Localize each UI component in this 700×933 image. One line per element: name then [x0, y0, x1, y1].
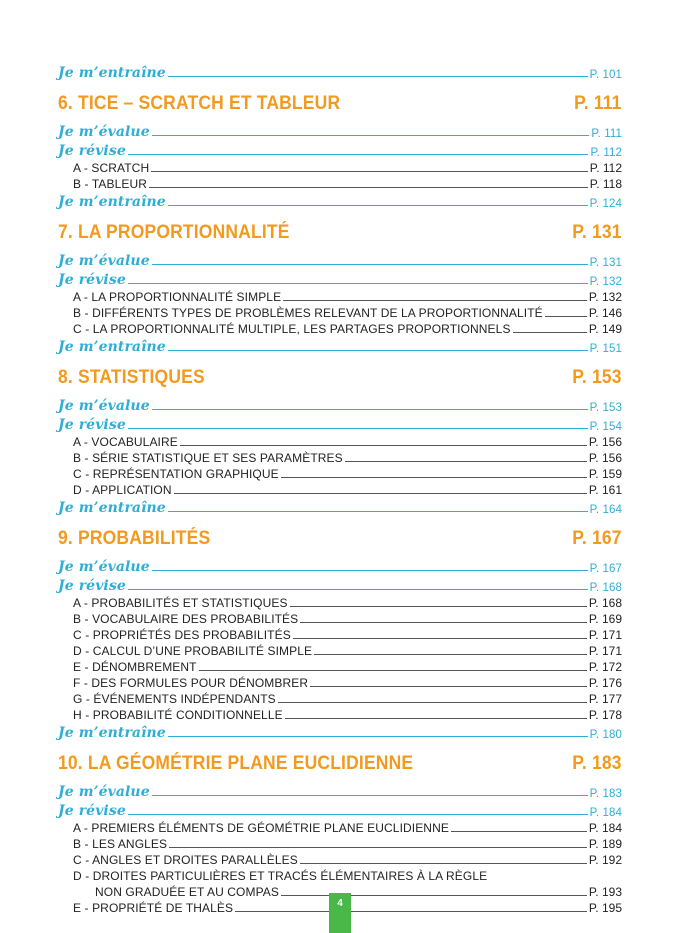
toc-chapter[interactable]	[58, 216, 622, 250]
toc-item[interactable]	[58, 304, 622, 320]
toc-section-page: P. 153	[589, 402, 622, 414]
toc-chapter-page: P. 111	[574, 93, 622, 114]
toc-item[interactable]	[58, 594, 622, 610]
leader-line	[128, 589, 588, 590]
page-number: 4	[337, 898, 343, 909]
leader-line	[168, 511, 588, 512]
toc-item[interactable]	[58, 481, 622, 497]
toc-item[interactable]	[58, 288, 622, 304]
toc-section-page: P. 112	[590, 147, 622, 159]
leader-line	[545, 316, 587, 317]
toc-item-page: P. 178	[588, 708, 622, 722]
toc-item-page: P. 193	[588, 885, 622, 899]
leader-line	[300, 863, 587, 864]
toc-item[interactable]	[58, 690, 622, 706]
toc-item[interactable]	[58, 706, 622, 722]
toc-section[interactable]	[58, 721, 622, 741]
toc-item[interactable]	[58, 867, 622, 883]
leader-line	[174, 493, 587, 494]
leader-line	[310, 686, 587, 687]
toc-section-page: P. 184	[589, 807, 622, 819]
leader-line	[168, 350, 588, 351]
toc-section-label: Je m’évalue	[58, 559, 150, 575]
toc-item-page: P. 195	[588, 901, 622, 915]
leader-line	[300, 622, 587, 623]
toc-section[interactable]	[58, 555, 622, 575]
leader-line	[168, 736, 588, 737]
toc-chapter[interactable]	[58, 361, 622, 395]
toc-section-label: Je m’entraîne	[58, 339, 166, 355]
toc-item-label: C - LA PROPORTIONNALITÉ MULTIPLE, LES PARTAGES PROPORTIONNELS	[73, 322, 511, 336]
leader-line	[128, 283, 588, 284]
toc-section-page: P. 168	[589, 582, 622, 594]
toc-chapter-label: 9. PROBABILITÉS	[58, 528, 211, 549]
leader-line	[345, 461, 587, 462]
toc-section-page: P. 151	[589, 343, 622, 355]
toc-item[interactable]	[58, 658, 622, 674]
toc-section[interactable]	[58, 413, 622, 433]
page-number-tab	[329, 893, 351, 933]
leader-line	[168, 76, 588, 77]
toc-chapter[interactable]	[58, 522, 622, 556]
toc-item[interactable]	[58, 626, 622, 642]
toc-item-page: P. 192	[588, 853, 622, 867]
toc-item-page: P. 177	[588, 692, 622, 706]
toc-section[interactable]	[58, 61, 622, 81]
toc-item[interactable]	[58, 819, 622, 835]
toc-item-label: C - PROPRIÉTÉS DES PROBABILITÉS	[73, 628, 291, 642]
toc-section[interactable]	[58, 190, 622, 210]
leader-line	[293, 638, 587, 639]
leader-line	[149, 187, 588, 188]
toc-item-page: P. 112	[589, 161, 622, 175]
leader-line	[314, 654, 587, 655]
toc-item-label: D - CALCUL D’UNE PROBABILITÉ SIMPLE	[73, 644, 313, 658]
toc-item-page: P. 169	[588, 612, 622, 626]
toc-section-page: P. 167	[589, 563, 622, 575]
toc-section-label: Je m’entraîne	[58, 194, 166, 210]
toc-item[interactable]	[58, 642, 622, 658]
toc-item-label: A - VOCABULAIRE	[73, 435, 178, 449]
toc-chapter[interactable]	[58, 747, 622, 781]
toc-item-page: P. 168	[588, 596, 622, 610]
toc-item-page: P. 176	[588, 676, 622, 690]
toc-chapter-label: 6. TICE – SCRATCH ET TABLEUR	[58, 93, 341, 114]
toc-item-page: P. 156	[588, 435, 622, 449]
toc-section-page: P. 124	[589, 198, 622, 210]
toc-item[interactable]	[58, 851, 622, 867]
toc-chapter-label: 7. LA PROPORTIONNALITÉ	[58, 222, 290, 243]
toc-item-page: P. 146	[588, 306, 622, 320]
toc-section-label: Je m’évalue	[58, 124, 150, 140]
toc-item-label: G - ÉVÉNEMENTS INDÉPENDANTS	[73, 692, 276, 706]
toc-chapter-page: P. 153	[572, 367, 622, 388]
toc-section-page: P. 180	[589, 729, 622, 741]
toc-item-label: D - APPLICATION	[73, 483, 172, 497]
toc-section-page: P. 131	[589, 257, 622, 269]
leader-line	[152, 135, 590, 136]
toc-item-page: P. 171	[588, 644, 622, 658]
leader-line	[128, 814, 588, 815]
toc-section[interactable]	[58, 394, 622, 414]
toc-item-label: D - DROITES PARTICULIÈRES ET TRACÉS ÉLÉMENTAIRES À LA RÈGLE	[73, 869, 488, 883]
toc-section-page: P. 164	[589, 504, 622, 516]
leader-line	[281, 477, 587, 478]
toc-section[interactable]	[58, 120, 622, 140]
toc-section[interactable]	[58, 496, 622, 516]
toc-section-page: P. 101	[589, 69, 622, 81]
toc-item[interactable]	[58, 449, 622, 465]
toc-item-label: E - DÉNOMBREMENT	[73, 660, 197, 674]
toc-item-page: P. 189	[588, 837, 622, 851]
toc-section-label: Je m’entraîne	[58, 500, 166, 516]
toc-section-label: Je m’entraîne	[58, 725, 166, 741]
leader-line	[152, 264, 588, 265]
toc-item-label: B - SÉRIE STATISTIQUE ET SES PARAMÈTRES	[73, 451, 343, 465]
toc-section[interactable]	[58, 249, 622, 269]
toc-item-label: E - PROPRIÉTÉ DE THALÈS	[73, 901, 234, 915]
toc-item-label: NON GRADUÉE ET AU COMPAS	[95, 885, 279, 899]
toc-item[interactable]	[58, 159, 622, 175]
toc-item-page: P. 132	[588, 290, 622, 304]
toc-item-label: B - DIFFÉRENTS TYPES DE PROBLÈMES RELEVANT DE LA PROPORTIONNALITÉ	[73, 306, 543, 320]
leader-line	[235, 911, 587, 912]
leader-line	[513, 332, 587, 333]
toc-item-label: B - VOCABULAIRE DES PROBABILITÉS	[73, 612, 299, 626]
table-of-contents	[58, 62, 622, 915]
toc-chapter-label: 8. STATISTIQUES	[58, 367, 205, 388]
leader-line	[128, 428, 588, 429]
leader-line	[451, 831, 587, 832]
toc-section[interactable]	[58, 268, 622, 288]
toc-item[interactable]	[58, 465, 622, 481]
leader-line	[285, 718, 587, 719]
toc-item-label: A - LA PROPORTIONNALITÉ SIMPLE	[73, 290, 282, 304]
leader-line	[290, 606, 587, 607]
toc-item-page: P. 156	[588, 451, 622, 465]
toc-chapter-page: P. 167	[572, 528, 622, 549]
toc-item[interactable]	[58, 175, 622, 191]
toc-section-label: Je révise	[58, 803, 126, 819]
leader-line	[152, 409, 588, 410]
toc-item-label: C - REPRÉSENTATION GRAPHIQUE	[73, 467, 279, 481]
toc-item[interactable]	[58, 320, 622, 336]
toc-item[interactable]	[58, 835, 622, 851]
toc-section-page: P. 154	[589, 421, 622, 433]
toc-section[interactable]	[58, 574, 622, 594]
toc-section-page: P. 132	[589, 276, 622, 288]
toc-section-label: Je révise	[58, 272, 126, 288]
toc-item-page: P. 161	[588, 483, 622, 497]
toc-section-label: Je révise	[58, 417, 126, 433]
toc-item-label: A - PROBABILITÉS ET STATISTIQUES	[73, 596, 288, 610]
toc-item-page: P. 171	[588, 628, 622, 642]
toc-section-label: Je m’évalue	[58, 253, 150, 269]
toc-item[interactable]	[58, 610, 622, 626]
toc-item-page: P. 172	[588, 660, 622, 674]
toc-section[interactable]	[58, 780, 622, 800]
toc-section-label: Je révise	[58, 143, 126, 159]
toc-chapter-label: 10. LA GÉOMÉTRIE PLANE EUCLIDIENNE	[58, 753, 414, 774]
leader-line	[168, 205, 588, 206]
toc-section-page: P. 111	[591, 128, 622, 140]
leader-line	[278, 702, 587, 703]
leader-line	[152, 795, 588, 796]
toc-item[interactable]	[58, 674, 622, 690]
leader-line	[283, 300, 587, 301]
toc-item-page: P. 149	[588, 322, 622, 336]
toc-item-page: P. 184	[588, 821, 622, 835]
leader-line	[180, 445, 587, 446]
toc-item-label: A - SCRATCH	[73, 161, 150, 175]
leader-line	[152, 570, 588, 571]
toc-chapter[interactable]	[58, 87, 622, 121]
leader-line	[199, 670, 587, 671]
toc-section-label: Je révise	[58, 578, 126, 594]
toc-section-page: P. 183	[589, 788, 622, 800]
leader-line	[128, 154, 589, 155]
toc-section[interactable]	[58, 799, 622, 819]
leader-line	[281, 895, 587, 896]
toc-item-label: B - TABLEUR	[73, 177, 148, 191]
toc-item-label: A - PREMIERS ÉLÉMENTS DE GÉOMÉTRIE PLANE EUCLIDIENNE	[73, 821, 449, 835]
toc-item-page: P. 118	[589, 177, 622, 191]
toc-chapter-page: P. 131	[572, 222, 622, 243]
leader-line	[169, 847, 587, 848]
toc-section-label: Je m’entraîne	[58, 65, 166, 81]
toc-section-label: Je m’évalue	[58, 398, 150, 414]
toc-item-label: B - LES ANGLES	[73, 837, 168, 851]
toc-item-page: P. 159	[588, 467, 622, 481]
toc-section-label: Je m’évalue	[58, 784, 150, 800]
toc-section[interactable]	[58, 335, 622, 355]
toc-chapter-page: P. 183	[572, 753, 622, 774]
toc-item[interactable]	[58, 433, 622, 449]
toc-item-label: C - ANGLES ET DROITES PARALLÈLES	[73, 853, 298, 867]
toc-section[interactable]	[58, 139, 622, 159]
toc-item-label: F - DES FORMULES POUR DÉNOMBRER	[73, 676, 309, 690]
toc-item-label: H - PROBABILITÉ CONDITIONNELLE	[73, 708, 283, 722]
leader-line	[151, 171, 588, 172]
